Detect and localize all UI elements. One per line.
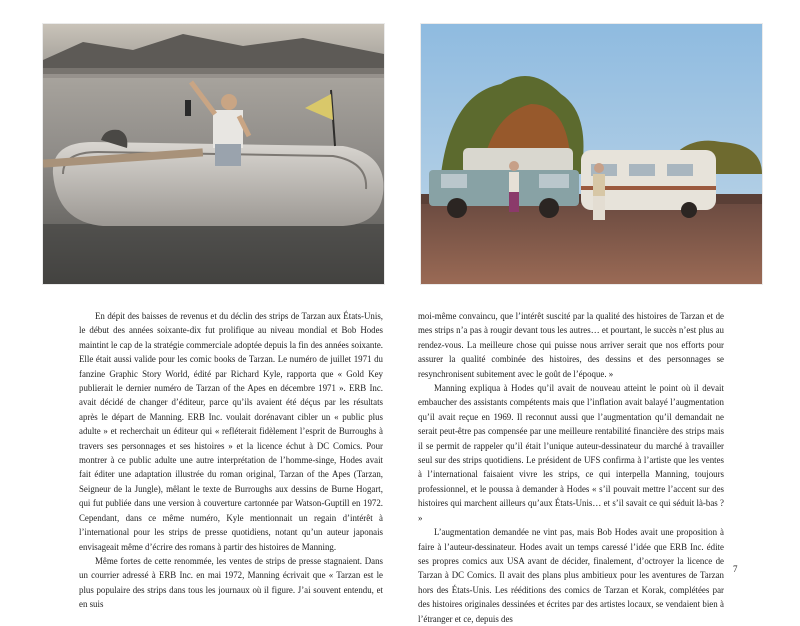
right-paragraph-1: moi-même convaincu, que l’intérêt suscité par la qualité des histoires de Tarzan et de mes strips n’a pas à rougir devant tous les autres… et pourtant, le succès n’est plus au rendez-vous. La meilleure chose qui puisse nous arriver serait que nos efforts pour assurer la qualité combinée des histoires, des dessins et des personnages se resynchronisent subitement avec le goût de l’époque. » — [418, 311, 724, 379]
page-number: 7 — [733, 564, 738, 574]
left-paragraph-1: En dépit des baisses de revenus et du déclin des strips de Tarzan aux États-Unis, le début des années soixante-dix fut prolifique au niveau mondial et Bob Hodes maintint le cap de la stratégie commerciale adoptée depuis la fin des années soixante. Elle était aussi valide pour les comic books de Tarzan. Le numéro de juillet 1971 du fanzine Graphic Story World, édité par Richard Kyle, rapporta que « Gold Key publierait le dernier numéro de Tarzan of the Apes en décembre 1971 ». ERB Inc. avait décidé de changer d’éditeur, parce qu’ils avaient été déçus par les résultats après le départ de Manning. ERB Inc. voulait dorénavant cibler un « public plus adulte » et recherchait un éditeur qui « refléterait fidèlement l’esprit de Burroughs à travers ses personnages et ses histoires » et la licence échut à DC Comics. Pour montrer à ce public adulte une autre interprétation de l’homme-singe, Hodes avait fait éditer une adaptation illustrée du roman original, Tarzan of the Apes (Tarzan, Seigneur de la Jungle), mêlant le texte de Burroughs aux dessins de Burne Hogart, qui fut publiée dans une version à couverture cartonnée par Watson-Guptill en 1972. Cependant, dans ce même numéro, Kyle mentionnait un regain d’intérêt à l’international pour les strips de presse quotidiens, notant qu’un auteur japonais envisageait même d’écrire des romans à partir des histoires de Manning. — [79, 311, 383, 552]
right-paragraph-2: Manning expliqua à Hodes qu’il avait de nouveau atteint le point où il devait embaucher des assistants compétents mais que l’inflation avait balayé l’augmentation qu’il avait reçue en 1969. Il reconnut aussi que l’augmentation qu’il demandait ne serait peut-être pas compensée par une meilleure rentabilité financière des strips mais il se permit de rappeler qu’il était l’unique auteur-dessinateur du marché à travailler seul sur des strips quotidiens. Le président de UFS confirma à l’artiste que les ventes à l’international faisaient vivre les strips, ce qui interpella Manning, toujours professionnel, et le poussa à demander à Hodes « s’il pouvait mettre l’accent sur des histoires qui marchent ailleurs qu’aux États-Unis… et s’il savait ce qui séduit là-bas ? » — [418, 383, 724, 523]
photo-camper-and-trailer — [421, 24, 762, 284]
photo-man-in-inflatable-boat — [43, 24, 384, 284]
right-text-column — [418, 288, 724, 626]
boat-photo-image — [43, 24, 384, 284]
left-paragraph-2: Même fortes de cette renommée, les ventes de strips de presse stagnaient. Dans un courrier adressé à ERB Inc. en mai 1972, Manning écrivait que « Tarzan est le plus populaire des strips dans tous les journaux où il figure. J’ai souvent entendu, et en suis — [79, 555, 383, 610]
right-paragraph-3: L’augmentation demandée ne vint pas, mais Bob Hodes avait une proposition à faire à l’auteur-dessinateur. Hodes avait un temps caressé l’idée que ERB Inc. édite ses propres comics aux USA avant de décider, finalement, d’octroyer la licence de Tarzan à DC Comics. Il avait des plans plus ambitieux pour les aventures de Tarzan hors des États-Unis. Les rééditions des comics de Tarzan et Korak, complétées par des histoires originales dessinées et écrites par des artistes locaux, se vendaient bien à l’étranger et ce, depuis des — [418, 527, 724, 624]
camper-photo-image — [421, 24, 762, 284]
left-text-column — [79, 288, 383, 612]
